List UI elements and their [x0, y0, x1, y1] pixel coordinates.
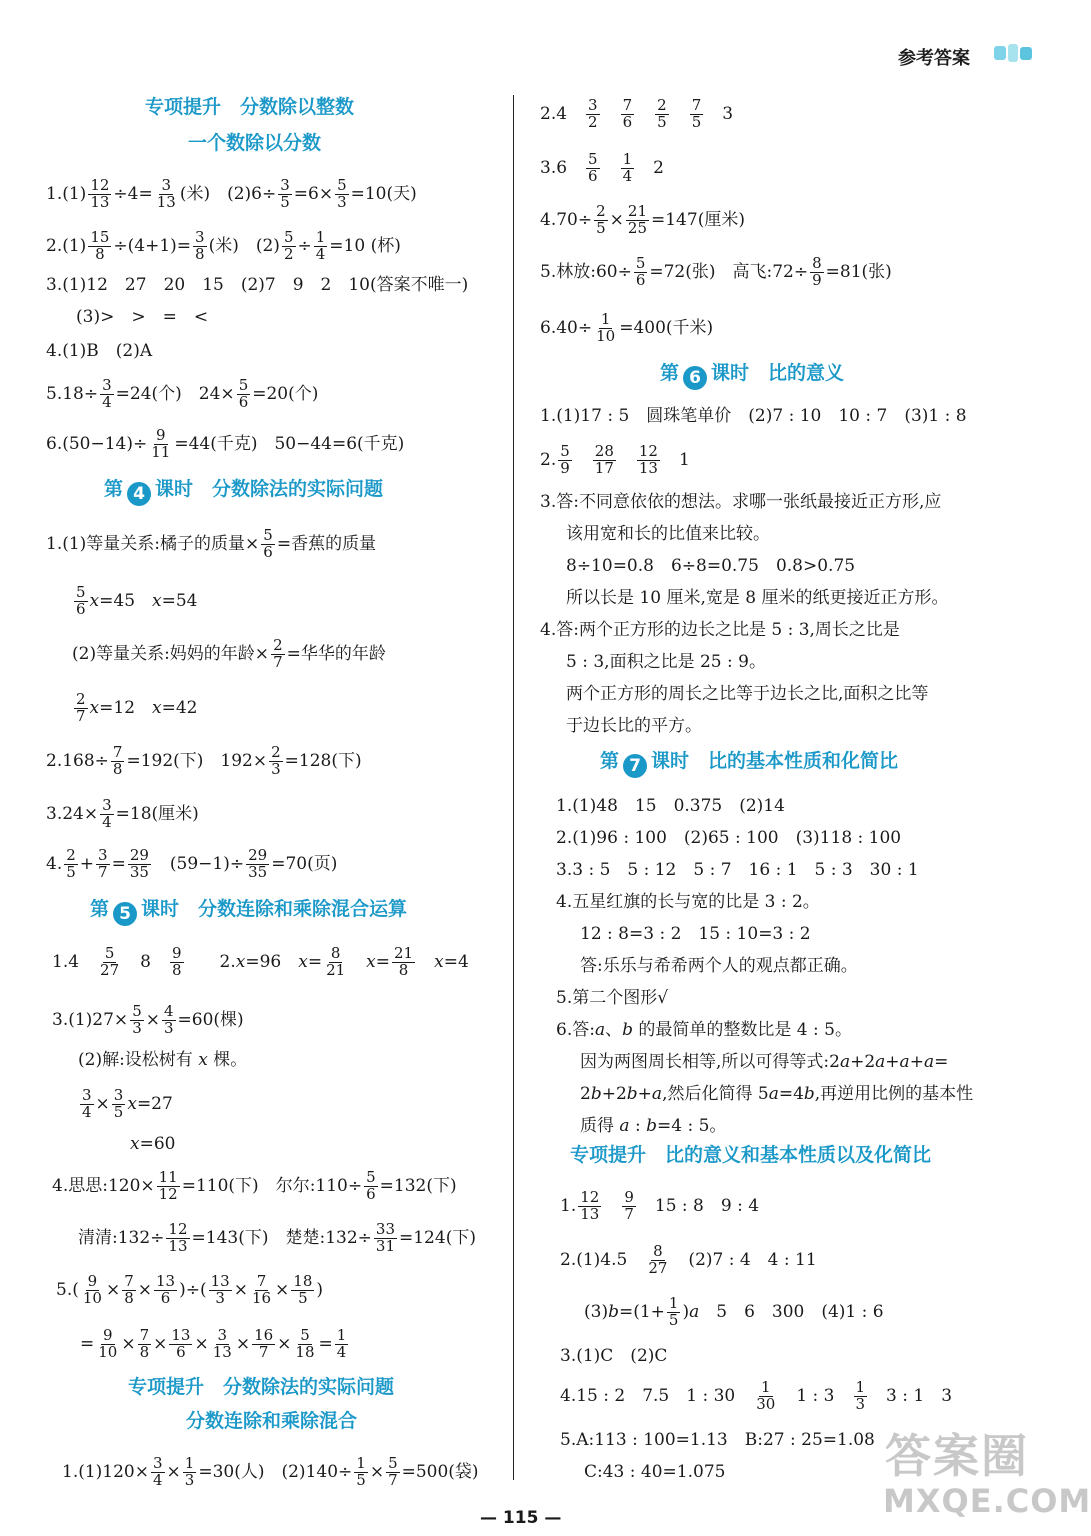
- answer-line: 1.(1)120× $\frac{3}{4}$ × $\frac{1}{3}$ =30(人) (2)140÷ $\frac{1}{5}$ × $\frac{5}{7}$ =500(袋): [62, 1454, 479, 1489]
- lesson-title: 第 6 课时 比的意义: [660, 362, 845, 388]
- watermark-logo: [875, 1420, 1091, 1530]
- section-title: 专项提升 分数除法的实际问题: [128, 1376, 395, 1398]
- section-subtitle: 一个数除以分数: [188, 132, 322, 154]
- answer-line: 2.(1) $\frac{15}{8}$ ÷(4+1)= $\frac{3}{8}$ (米) (2) $\frac{5}{2}$ ÷ $\frac{1}{4}$ =10 (杯): [46, 228, 401, 263]
- answer-line: 5.林放:60÷ $\frac{5}{6}$ =72(张) 高飞:72÷ $\frac{8}{9}$ =81(张): [540, 254, 892, 289]
- answer-line: 6.答:a、b 的最简单的整数比是 4 : 5。: [556, 1020, 852, 1040]
- answer-line: 4.思思:120× $\frac{11}{12}$ =110(下) 尔尔:110÷ $\frac{5}{6}$ =132(下): [52, 1168, 457, 1203]
- answer-line: 4. $\frac{2}{5}$ + $\frac{3}{7}$ = $\frac{29}{35}$ (59−1)÷ $\frac{29}{35}$ =70(页): [46, 846, 338, 881]
- answer-line: 于边长比的平方。: [566, 716, 702, 736]
- answer-line: 3.6 $\frac{5}{6}$ $\frac{1}{4}$ 2: [540, 150, 664, 185]
- answer-line: 12 : 8=3 : 2 15 : 10=3 : 2: [580, 924, 811, 944]
- answer-line: (2)等量关系:妈妈的年龄× $\frac{2}{7}$ =华华的年龄: [72, 636, 386, 671]
- section-title: 专项提升 比的意义和基本性质以及化简比: [570, 1144, 932, 1166]
- section-title: 专项提升 分数除以整数: [145, 96, 355, 118]
- answer-line: 该用宽和长的比值来比较。: [566, 524, 770, 544]
- answer-line: 3.(1)27× $\frac{5}{3}$ × $\frac{4}{3}$ =60(棵): [52, 1002, 244, 1037]
- answer-line: 清清:132÷ $\frac{12}{13}$ =143(下) 楚楚:132÷ $\frac{33}{31}$ =124(下): [78, 1220, 476, 1255]
- answer-line: 3.(1)12 27 20 15 (2)7 9 2 10(答案不唯一): [46, 275, 469, 295]
- lesson-number-badge: 7: [623, 754, 647, 778]
- answer-line: 所以长是 10 厘米,宽是 8 厘米的纸更接近正方形。: [566, 588, 949, 608]
- answer-line: 3.3 : 5 5 : 12 5 : 7 16 : 1 5 : 3 30 : 1: [556, 860, 919, 880]
- answer-line: 1.(1)等量关系:橘子的质量× $\frac{5}{6}$ =香蕉的质量: [46, 526, 377, 561]
- answer-line: 5.( $\frac{9}{10}$ × $\frac{7}{8}$ × $\frac{13}{6}$ )÷( $\frac{13}{3}$ × $\frac{7}{16}$ × $\frac{18}{5}$ ): [56, 1272, 324, 1307]
- answer-line: C:43 : 40=1.075: [584, 1462, 726, 1482]
- watermark-text: 答案圈: [885, 1429, 1029, 1483]
- header-label: 参考答案: [898, 48, 970, 69]
- answer-line: = $\frac{9}{10}$ × $\frac{7}{8}$ × $\frac{13}{6}$ × $\frac{3}{13}$ × $\frac{16}{7}$ × $\frac{5}{18}$ = $\frac{1}{4}$: [80, 1326, 347, 1361]
- answer-line: 2.168÷ $\frac{7}{8}$ =192(下) 192× $\frac{2}{3}$ =128(下): [46, 743, 362, 778]
- header-decoration-icon: [994, 42, 1034, 64]
- answer-line: 6.(50−14)÷ $\frac{9}{11}$ =44(千克) 50−44=6(千克): [46, 426, 405, 461]
- answer-line: 1.(1)48 15 0.375 (2)14: [556, 796, 785, 816]
- page-number: — 115 —: [480, 1508, 562, 1528]
- answer-line: 质得 a : b=4 : 5。: [580, 1116, 727, 1136]
- answer-line: 3.24× $\frac{3}{4}$ =18(厘米): [46, 796, 199, 831]
- answer-line: 2.(1)4.5 $\frac{8}{27}$ (2)7 : 4 4 : 11: [560, 1242, 817, 1277]
- lesson-number-badge: 4: [127, 482, 151, 506]
- answer-line: 3.答:不同意依依的想法。求哪一张纸最接近正方形,应: [540, 492, 942, 512]
- answer-line: 6.40÷ $\frac{1}{10}$ =400(千米): [540, 310, 714, 345]
- lesson-title: 第 5 课时 分数连除和乘除混合运算: [90, 898, 408, 924]
- answer-line: x=60: [130, 1134, 176, 1154]
- answer-line: 4.(1)B (2)A: [46, 341, 153, 361]
- answer-line: 4.15 : 2 7.5 1 : 30 $\frac{1}{30}$ 1 : 3 $\frac{1}{3}$ 3 : 1 3: [560, 1378, 953, 1413]
- answer-line: 4.五星红旗的长与宽的比是 3 : 2。: [556, 892, 820, 912]
- answer-line: 2b+2b+a,然后化简得 5a=4b,再逆用比例的基本性: [580, 1084, 974, 1104]
- lesson-title: 第 4 课时 分数除法的实际问题: [104, 478, 384, 504]
- lesson-number-badge: 5: [113, 902, 137, 926]
- answer-line: 1.4 $\frac{5}{27}$ 8 $\frac{9}{8}$ 2.x=96 x= $\frac{8}{21}$ x= $\frac{21}{8}$ x=4: [52, 944, 469, 979]
- answer-line: 答:乐乐与希希两个人的观点都正确。: [580, 956, 858, 976]
- answer-line: 1.(1)17 : 5 圆珠笔单价 (2)7 : 10 10 : 7 (3)1 : 8: [540, 406, 967, 426]
- answer-line: 5 : 3,面积之比是 25 : 9。: [566, 652, 766, 672]
- watermark-url: MXQE.COM: [883, 1482, 1091, 1520]
- answer-line: (3)b=(1+ $\frac{1}{5}$ )a 5 6 300 (4)1 : 6: [584, 1294, 884, 1329]
- answer-line: (2)解:设松树有 x 棵。: [78, 1050, 248, 1070]
- answer-line: 1. $\frac{12}{13}$ $\frac{9}{7}$ 15 : 8 9 : 4: [560, 1188, 760, 1223]
- lesson-number-badge: 6: [683, 366, 707, 390]
- answer-line: $\frac{2}{7}$ x=12 x=42: [76, 690, 198, 725]
- answer-line: 5.第二个图形√: [556, 988, 669, 1008]
- answer-line: $\frac{5}{6}$ x=45 x=54: [76, 583, 198, 618]
- answer-line: 4.答:两个正方形的边长之比是 5 : 3,周长之比是: [540, 620, 900, 640]
- column-divider: [513, 95, 514, 1480]
- answer-line: 因为两图周长相等,所以可得等式:2a+2a+a+a=: [580, 1052, 949, 1072]
- answer-line: 2. $\frac{5}{9}$ $\frac{28}{17}$ $\frac{12}{13}$ 1: [540, 442, 690, 477]
- answer-line: 3.(1)C (2)C: [560, 1346, 668, 1366]
- answer-line: 2.4 $\frac{3}{2}$ $\frac{7}{6}$ $\frac{2}{5}$ $\frac{7}{5}$ 3: [540, 96, 734, 131]
- answer-line: $\frac{3}{4}$ × $\frac{3}{5}$ x=27: [82, 1086, 173, 1121]
- answer-line: 8÷10=0.8 6÷8=0.75 0.8>0.75: [566, 556, 856, 576]
- answer-line: 2.(1)96 : 100 (2)65 : 100 (3)118 : 100: [556, 828, 902, 848]
- answer-line: 1.(1) $\frac{12}{13}$ ÷4= $\frac{3}{13}$ (米) (2)6÷ $\frac{3}{5}$ =6× $\frac{5}{3}$ =10(天): [46, 176, 417, 211]
- lesson-title: 第 7 课时 比的基本性质和化简比: [600, 750, 899, 776]
- answer-line: 4.70÷ $\frac{2}{5}$ × $\frac{21}{25}$ =147(厘米): [540, 202, 745, 237]
- answer-line: 两个正方形的周长之比等于边长之比,面积之比等: [566, 684, 929, 704]
- answer-line: 5.18÷ $\frac{3}{4}$ =24(个) 24× $\frac{5}{6}$ =20(个): [46, 376, 319, 411]
- answer-line: 5.A:113 : 100=1.13 B:27 : 25=1.08: [560, 1430, 875, 1450]
- section-subtitle: 分数连除和乘除混合: [186, 1410, 358, 1432]
- answer-line: (3)> > = <: [76, 307, 209, 327]
